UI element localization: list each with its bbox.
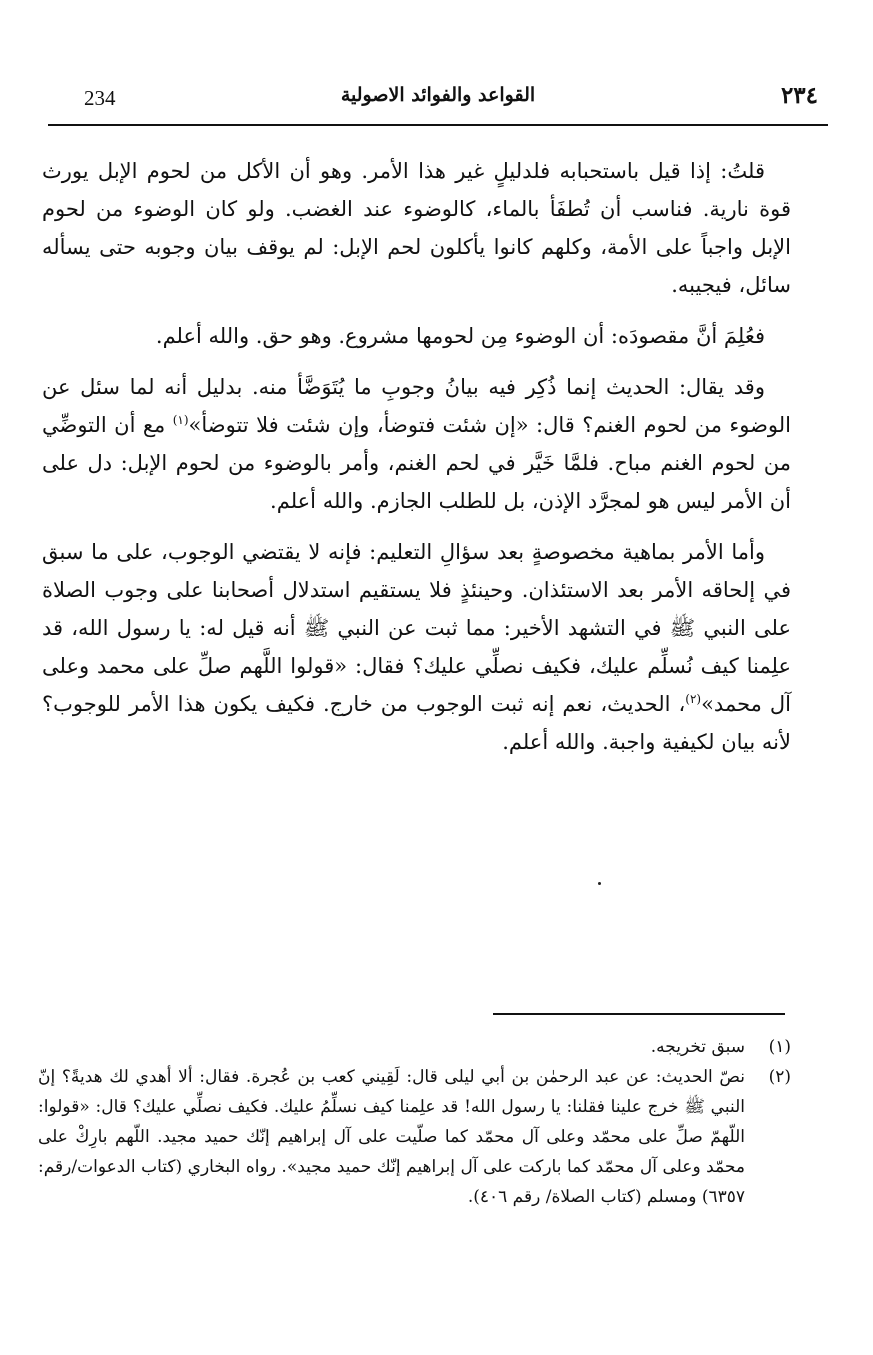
footnote-1 [38,1032,791,1062]
footnote-rule [493,1013,785,1015]
print-speck [598,882,601,885]
footnote-1-number: (١) [768,1037,791,1057]
page-number-arabic: ٢٣٤ [780,82,818,109]
footnote-ref-2[interactable]: (٢) [685,692,702,706]
page-number-latin: 234 [84,86,116,110]
header-rule [48,124,828,126]
paragraph-2-text: فعُلِمَ أنَّ مقصودَه: أن الوضوء مِن لحومها مشروع. وهو حق. والله أعلم. [155,324,765,348]
footnote-ref-1[interactable]: (١) [172,413,189,427]
paragraph-3-text-a: وقد يقال: الحديث إنما ذُكِر فيه بيانُ وجوبِ ما يُتَوَضَّأ منه. بدليل أنه لما سئل عن الوضوء من لحوم الغنم؟ قال: «إن شئت فتوضأ، وإن شئت فلا تتوضأ» [42,375,791,437]
paragraph-4 [42,533,791,761]
paragraph-2 [42,317,791,355]
footnotes [38,1032,791,1212]
paragraph-4-text-b: ، الحديث، نعم إنه ثبت الوجوب من خارج. فكيف يكون هذا الأمر للوجوب؟ لأنه بيان لكيفية واجبة. والله أعلم. [42,692,791,754]
footnote-2 [38,1062,791,1212]
page-header [48,82,828,118]
running-title: القواعد والفوائد الاصولية [340,84,536,106]
paragraph-3-text-b: مع أن التوضِّي من لحوم الغنم مباح. فلمَّا خَيَّر في لحم الغنم، وأمر بالوضوء من لحوم الإبل: دل على أن الأمر ليس هو لمجرَّد الإذن، بل للطلب الجازم. والله أعلم. [42,413,791,513]
main-text [42,152,791,774]
paragraph-1 [42,152,791,304]
footnote-1-text: سبق تخريجه. [650,1037,745,1057]
footnote-2-number: (٢) [768,1067,791,1087]
paragraph-1-text: قلتُ: إذا قيل باستحبابه فلدليلٍ غير هذا الأمر. وهو أن الأكل من لحوم الإبل يورث قوة نارية. فناسب أن تُطفَأ بالماء، كالوضوء عند الغضب. ولو كان الوضوء من لحوم الإبل واجباً على الأمة، وكلهم كانوا يأكلون لحم الإبل: لم يوقف بيان وجوبه حتى يسأله سائل، فيجيبه. [42,159,791,297]
paragraph-3 [42,368,791,520]
footnote-2-text: نصّ الحديث: عن عبد الرحمٰن بن أبي ليلى قال: لَقِيني كعب بن عُجرة. فقال: ألا أهدي لك هديةً؟ إنّ النبي ﷺ خرج علينا فقلنا: يا رسول الله! قد علِمنا كيف نسلِّمُ عليك. فكيف نصلِّي عليك؟ قال: «قولوا: اللّهمّ صلِّ على محمّد وعلى آل محمّد كما صلّيت على آل إبراهيم إنّك حميد مجيد. اللّهم بارِكْ على محمّد وعلى آل محمّد كما باركت على آل إبراهيم إنّك حميد مجيد». رواه البخاري (كتاب الدعوات/رقم: ٦٣٥٧) ومسلم (كتاب الصلاة/ رقم ٤٠٦). [38,1067,745,1207]
paragraph-4-text-a: وأما الأمر بماهية مخصوصةٍ بعد سؤالِ التعليم: فإنه لا يقتضي الوجوب، على ما سبق في إلحاقه الأمر بعد الاستئذان. وحينئذٍ فلا يستقيم استدلال أصحابنا على وجوب الصلاة على النبي ﷺ في التشهد الأخير: مما ثبت عن النبي ﷺ أنه قيل له: يا رسول الله، قد علِمنا كيف نُسلِّم عليك، فكيف نصلِّي عليك؟ فقال: «قولوا اللَّهم صلِّ على محمد وعلى آل محمد» [42,540,791,716]
